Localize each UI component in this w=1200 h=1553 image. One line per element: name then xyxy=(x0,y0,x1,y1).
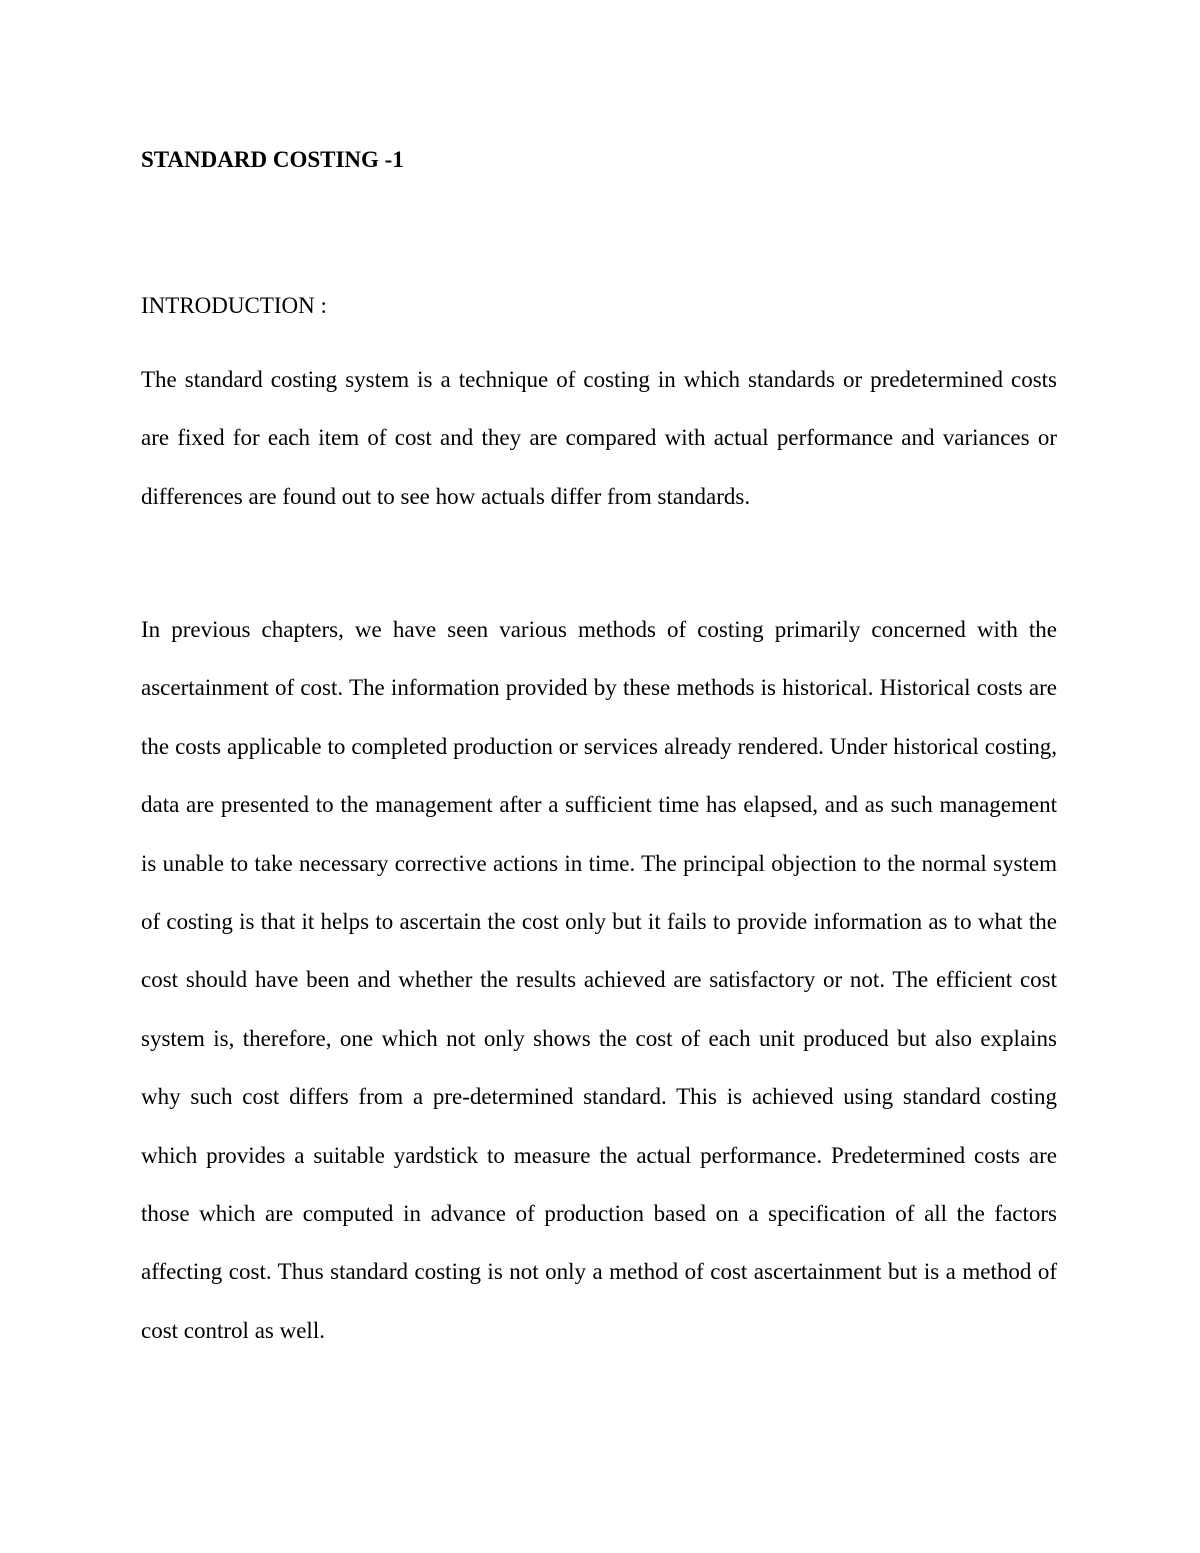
paragraph-historical-costing: In previous chapters, we have seen various methods of costing primarily concerned with the ascertainment of cost. The information provided by these methods is historical. Historical costs are the costs applicable to completed production or services already rendered. Under historical costing, data are presented to the management after a sufficient time has elapsed, and as such management is unable to take necessary corrective actions in time. The principal objection to the normal system of costing is that it helps to ascertain the cost only but it fails to provide information as to what the cost should have been and whether the results achieved are satisfactory or not. The efficient cost system is, therefore, one which not only shows the cost of each unit produced but also explains why such cost differs from a pre-determined standard. This is achieved using standard costing which provides a suitable yardstick to measure the actual performance. Predetermined costs are those which are computed in advance of production based on a specification of all the factors affecting cost. Thus standard costing is not only a method of cost ascertainment but is a method of cost control as well. xyxy=(141,617,1057,1343)
paragraph-intro: The standard costing system is a technique of costing in which standards or predetermined costs are fixed for each item of cost and they are compared with actual performance and variances or differences are found out to see how actuals differ from standards. xyxy=(141,367,1057,509)
section-heading-introduction: INTRODUCTION : xyxy=(141,293,327,318)
document-title: STANDARD COSTING -1 xyxy=(141,147,404,172)
